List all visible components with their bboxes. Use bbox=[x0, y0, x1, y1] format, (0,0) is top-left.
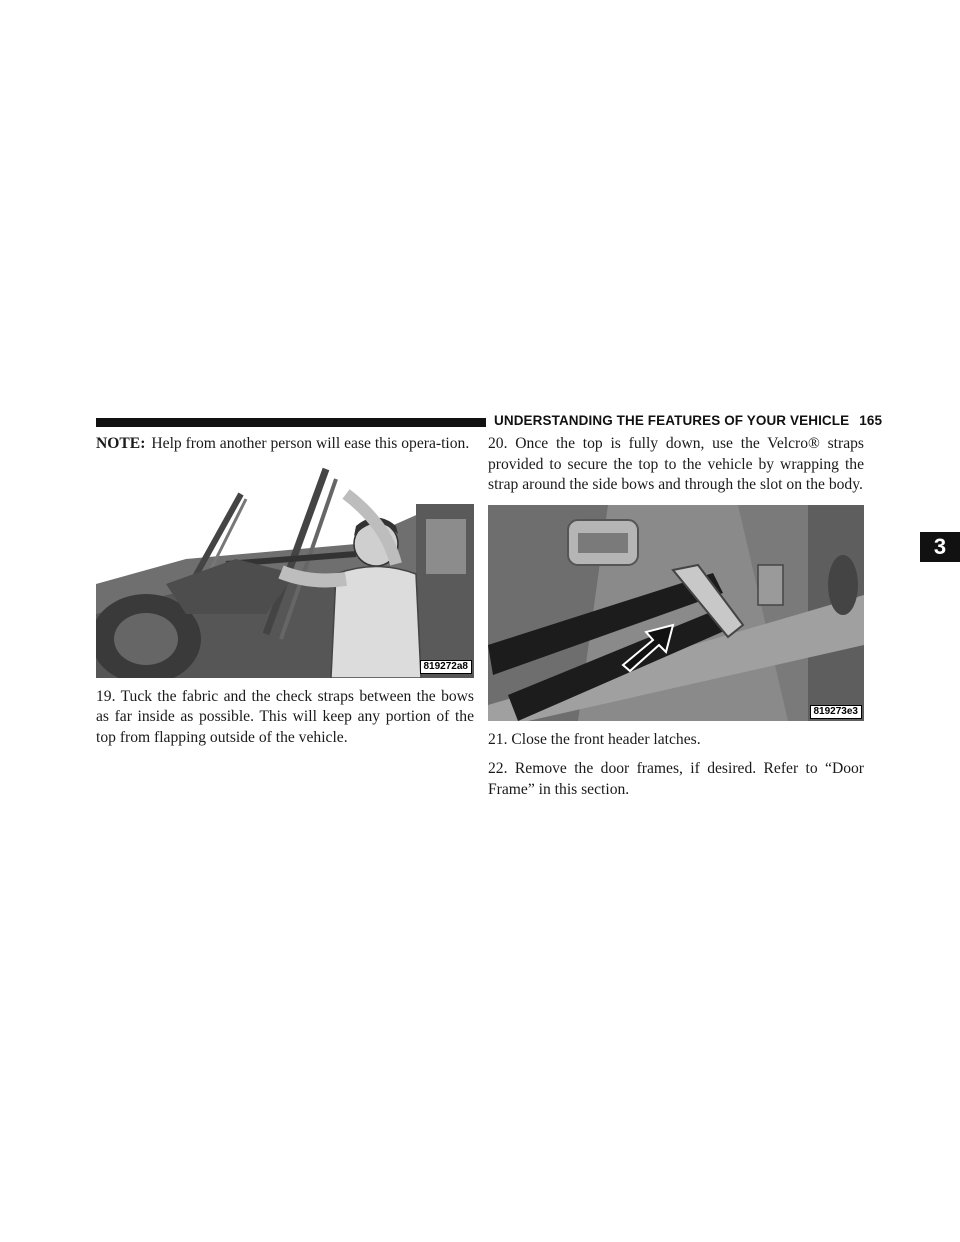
illustration-side-bows-strap bbox=[488, 505, 864, 721]
header-rule bbox=[96, 418, 486, 427]
figure-lowering-top bbox=[96, 464, 474, 678]
note-label: NOTE: bbox=[96, 435, 146, 452]
note-text: Help from another person will ease this opera-tion. bbox=[151, 435, 470, 452]
left-column bbox=[96, 434, 474, 757]
note-paragraph bbox=[96, 434, 474, 455]
figure-code: 819272a8 bbox=[420, 660, 473, 674]
running-header bbox=[494, 413, 883, 428]
step-19: 19. Tuck the fabric and the check straps between the bows as far inside as possible. This will keep any portion of the top from flapping outside of the vehicle. bbox=[96, 687, 474, 746]
page-number: 165 bbox=[859, 413, 883, 428]
step-20: 20. Once the top is fully down, use the Velcro® straps provided to secure the top to the vehicle by wrapping the strap around the side bows and through the slot on the body. bbox=[488, 435, 864, 493]
figure-velcro-straps bbox=[488, 505, 864, 721]
figure-code: 819273e3 bbox=[810, 705, 863, 719]
chapter-tab: 3 bbox=[920, 532, 960, 562]
right-column bbox=[488, 434, 864, 809]
step-22: 22. Remove the door frames, if desired. Refer to “Door Frame” in this section. bbox=[488, 760, 864, 798]
illustration-person-lowering-top bbox=[96, 464, 474, 678]
section-title: UNDERSTANDING THE FEATURES OF YOUR VEHICLE bbox=[494, 413, 850, 428]
step-21: 21. Close the front header latches. bbox=[488, 730, 701, 748]
